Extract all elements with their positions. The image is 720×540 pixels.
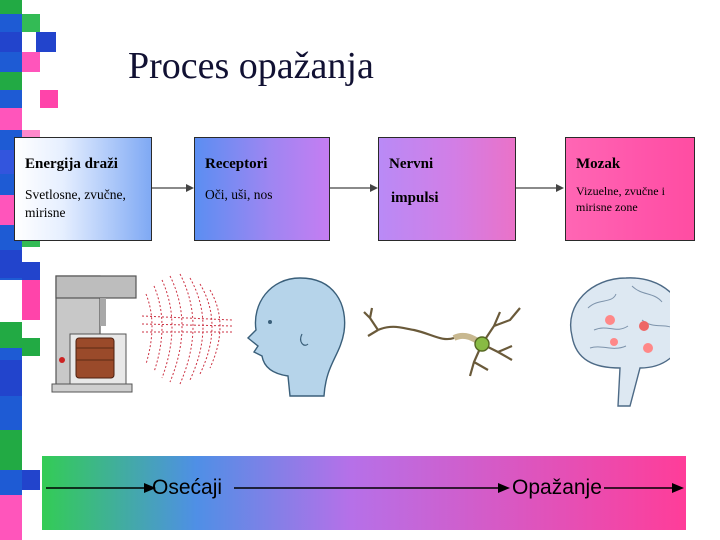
box-subtext: Oči, uši, nos (205, 187, 273, 202)
arrow-right-icon (604, 481, 686, 495)
arrow-right-icon (46, 481, 158, 495)
arrow-right-icon (152, 182, 196, 194)
box-energy-stimuli (14, 137, 152, 241)
slide-title: Proces opažanja (128, 45, 374, 87)
perception-illustration (42, 264, 670, 414)
sensations-label: Osećaji (152, 476, 223, 499)
box-heading: Nervni (389, 156, 434, 172)
arrow-right-icon (516, 182, 566, 194)
box-subtext: impulsi (391, 190, 439, 206)
perception-label: Opažanje (512, 476, 602, 499)
arrow-right-icon (234, 481, 512, 495)
box-receptors (194, 137, 330, 241)
box-subtext: Svetlosne, zvučne, mirisne (25, 187, 126, 220)
box-brain (565, 137, 695, 241)
box-subtext: Vizuelne, zvučne i mirisne zone (576, 184, 665, 214)
box-nerve-impulses (378, 137, 516, 241)
arrow-right-icon (330, 182, 380, 194)
box-heading: Receptori (205, 156, 268, 172)
box-heading: Mozak (576, 156, 621, 172)
box-heading: Energija draži (25, 156, 118, 172)
coffee-machine-icon (52, 276, 136, 392)
